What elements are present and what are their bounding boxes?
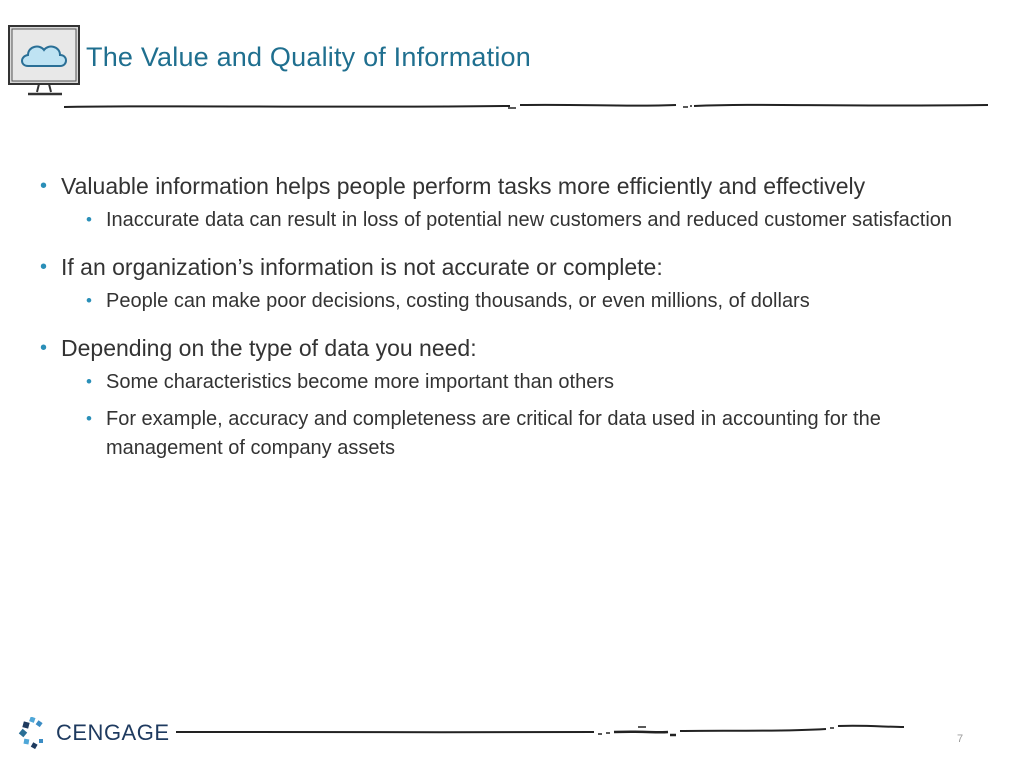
slide-body: [40, 170, 970, 479]
sub-bullet-item: [86, 405, 970, 463]
sub-bullet-text: Inaccurate data can result in loss of potential new customers and reduced customer satisfaction: [106, 209, 953, 231]
bullet-dot-icon: •: [86, 291, 92, 310]
bullet-text: Valuable information helps people perform tasks more efficiently and effectively: [61, 173, 866, 199]
sub-bullet-item: [86, 287, 970, 316]
sub-bullet-item: [86, 206, 970, 235]
title-divider: [64, 96, 988, 116]
sub-bullet-list: [61, 287, 970, 316]
bullet-item: [40, 332, 970, 463]
bullet-list: [40, 170, 970, 463]
cengage-logo-icon: [18, 717, 48, 749]
bullet-text: Depending on the type of data you need:: [61, 335, 477, 361]
page-number: 7: [956, 733, 964, 745]
sub-bullet-text: People can make poor decisions, costing thousands, or even millions, of dollars: [106, 290, 810, 312]
footer-divider: [176, 722, 906, 740]
bullet-item: [40, 170, 970, 235]
cloud-computer-icon: [6, 24, 82, 102]
sub-bullet-list: [61, 206, 970, 235]
bullet-dot-icon: •: [40, 175, 48, 197]
sub-bullet-list: [61, 368, 970, 463]
bullet-dot-icon: •: [40, 337, 48, 359]
brand-name: CENGAGE: [56, 720, 170, 745]
bullet-dot-icon: •: [86, 372, 92, 391]
slide-title: The Value and Quality of Information: [86, 42, 531, 72]
bullet-dot-icon: •: [86, 210, 92, 229]
sub-bullet-text: For example, accuracy and completeness are critical for data used in accounting for the management of company assets: [106, 408, 881, 459]
cengage-logo: [18, 716, 170, 750]
bullet-text: If an organization’s information is not accurate or complete:: [61, 254, 663, 280]
bullet-item: [40, 251, 970, 316]
sub-bullet-text: Some characteristics become more important than others: [106, 371, 614, 393]
sub-bullet-item: [86, 368, 970, 397]
bullet-dot-icon: •: [86, 409, 92, 428]
bullet-dot-icon: •: [40, 256, 48, 278]
